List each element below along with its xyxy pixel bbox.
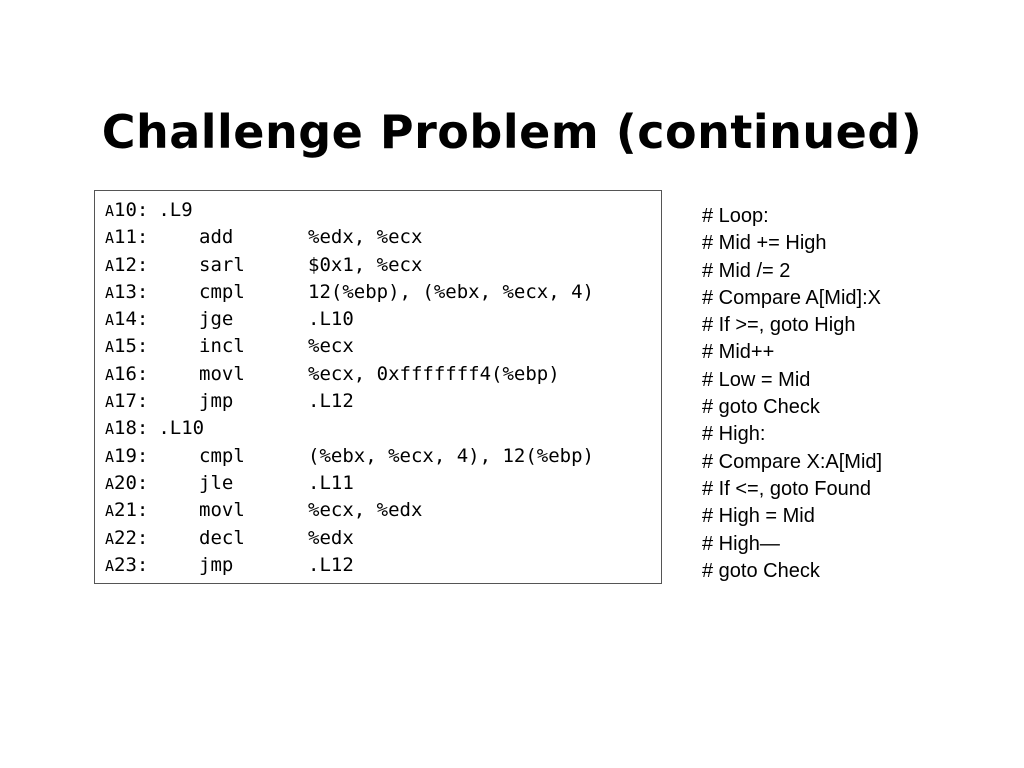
line-num: 18: — [114, 417, 149, 440]
line-prefix: A — [105, 529, 115, 548]
line-prefix: A — [105, 420, 115, 439]
comment-line: # Mid++ — [702, 341, 775, 364]
line-prefix: A — [105, 502, 115, 521]
line-prefix: A — [105, 474, 115, 493]
comment-list — [702, 203, 1002, 585]
code-line — [105, 470, 661, 497]
line-number — [105, 443, 159, 470]
comment-line: # goto Check — [702, 559, 820, 582]
line-num: 14: — [114, 308, 149, 331]
line-number — [105, 552, 159, 579]
opcode: incl — [199, 335, 245, 358]
line-num: 20: — [114, 471, 149, 494]
operands: (%ebx, %ecx, 4), 12(%ebp) — [308, 444, 594, 467]
comment-line: # If >=, goto High — [702, 314, 856, 337]
operands: $0x1, %ecx — [308, 253, 423, 276]
line-num: 17: — [114, 390, 149, 413]
line-num: 13: — [114, 280, 149, 303]
opcode: cmpl — [199, 280, 245, 303]
comment-line: # goto Check — [702, 396, 820, 419]
line-num: 11: — [114, 226, 149, 249]
opcode: movl — [199, 362, 245, 385]
line-number — [105, 525, 159, 552]
line-number — [105, 252, 159, 279]
comment-line: # High: — [702, 423, 766, 446]
code-line — [105, 361, 661, 388]
code-line — [105, 443, 661, 470]
line-num: 19: — [114, 444, 149, 467]
comment-line: # If <=, goto Found — [702, 477, 872, 500]
line-num: 12: — [114, 253, 149, 276]
operands: %ecx — [308, 335, 354, 358]
code-line — [105, 415, 661, 442]
opcode: sarl — [199, 253, 245, 276]
line-num: 16: — [114, 362, 149, 385]
opcode: jle — [199, 471, 234, 494]
code-line — [105, 197, 661, 224]
operands: .L11 — [308, 471, 354, 494]
line-number — [105, 497, 159, 524]
line-number — [105, 279, 159, 306]
line-number — [105, 388, 159, 415]
code-line — [105, 306, 661, 333]
opcode: movl — [199, 499, 245, 522]
opcode: decl — [199, 526, 245, 549]
code-line — [105, 333, 661, 360]
operands: %edx — [308, 526, 354, 549]
line-number — [105, 415, 148, 442]
line-prefix: A — [105, 365, 115, 384]
code-line — [105, 552, 661, 579]
opcode: jmp — [199, 553, 234, 576]
line-prefix: A — [105, 311, 115, 330]
line-number — [105, 470, 159, 497]
code-label: .L10 — [158, 417, 205, 440]
line-prefix: A — [105, 393, 115, 412]
line-prefix: A — [105, 256, 115, 275]
opcode: cmpl — [199, 444, 245, 467]
assembly-code-box — [94, 190, 662, 584]
operands: .L10 — [308, 308, 354, 331]
line-num: 10: — [114, 199, 149, 221]
line-number — [105, 333, 159, 360]
code-label: .L9 — [158, 199, 193, 221]
operands: %edx, %ecx — [308, 226, 423, 249]
line-num: 22: — [114, 526, 149, 549]
line-num: 21: — [114, 499, 149, 522]
opcode: jmp — [199, 390, 234, 413]
comment-line: # High— — [702, 532, 780, 555]
operands: .L12 — [308, 390, 354, 413]
line-number — [105, 306, 159, 333]
line-prefix: A — [105, 229, 115, 248]
code-line — [105, 279, 661, 306]
code-line — [105, 252, 661, 279]
comment-line: # Compare A[Mid]:X — [702, 286, 881, 309]
line-prefix: A — [105, 283, 115, 302]
line-number — [105, 224, 159, 251]
line-num: 23: — [114, 553, 149, 576]
comment-line: # High = Mid — [702, 505, 815, 528]
slide-title: Challenge Problem (continued) — [101, 105, 923, 159]
operands: 12(%ebp), (%ebx, %ecx, 4) — [308, 280, 594, 303]
line-prefix: A — [105, 447, 115, 466]
line-prefix: A — [105, 338, 115, 357]
comment-line: # Mid /= 2 — [702, 259, 791, 282]
comment-line: # Compare X:A[Mid] — [702, 450, 883, 473]
opcode: jge — [199, 308, 234, 331]
operands: .L12 — [308, 553, 354, 576]
line-number — [105, 361, 159, 388]
operands: %ecx, %edx — [308, 499, 423, 522]
comment-line: # Low = Mid — [702, 368, 811, 391]
line-num: 15: — [114, 335, 149, 358]
operands: %ecx, 0xfffffff4(%ebp) — [308, 362, 560, 385]
opcode: add — [199, 226, 234, 249]
code-line — [105, 525, 661, 552]
code-line — [105, 497, 661, 524]
line-prefix: A — [105, 202, 115, 220]
code-line — [105, 388, 661, 415]
code-line — [105, 224, 661, 251]
comment-line: # Mid += High — [702, 232, 827, 255]
line-prefix: A — [105, 556, 115, 575]
line-number — [105, 197, 148, 224]
comment-line: # Loop: — [702, 205, 769, 227]
